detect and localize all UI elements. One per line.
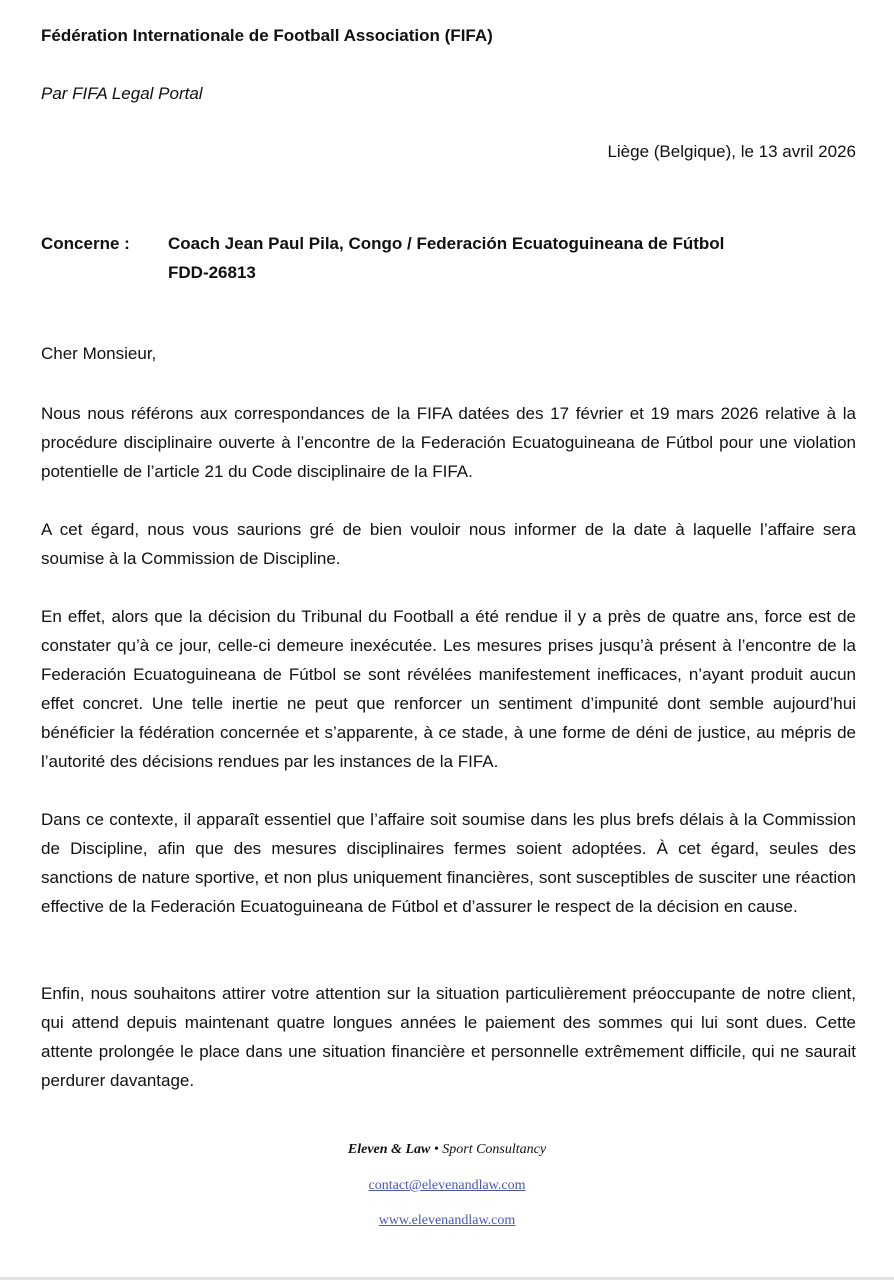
paragraph-client-situation: Enfin, nous souhaitons attirer votre attention sur la situation particulièrement préoccupante de notre client, qui attend depuis maintenant quatre longues années le paiement des sommes qui lui sont dues. Cette attente prolongée le place dans une situation financière et personnelle extrêmement difficile, qui ne saurait perdurer davantage. bbox=[41, 984, 856, 1090]
website-link[interactable]: www.elevenandlaw.com bbox=[378, 1213, 516, 1228]
paragraph-context: En effet, alors que la décision du Tribunal du Football a été rendue il y a près de quatre ans, force est de constater qu’à ce jour, celle-ci demeure inexécutée. Les mesures prises jusqu’à présent à l’encontre de la Federación Ecuatoguineana de Fútbol se sont révélées manifestement inefficaces, n’ayant produit aucun effet concret. Une telle inertie ne peut que renforcer un sentiment d’impunité dont semble aujourd’hui bénéficier la fédération concernée et s’apparente, à ce stade, à une forme de déni de justice, au mépris de l’autorité des décisions rendues par les instances de la FIFA. bbox=[41, 607, 856, 771]
paragraph-request: A cet égard, nous vous saurions gré de bien vouloir nous informer de la date à laquelle l’affaire sera soumise à la Commission de Discipline. bbox=[41, 520, 856, 568]
subject-parties: Coach Jean Paul Pila, Congo / Federación Ecuatoguineana de Fútbol bbox=[168, 234, 725, 253]
place-and-date: Liège (Belgique), le 13 avril 2026 bbox=[607, 142, 856, 161]
firm-tagline: Sport Consultancy bbox=[442, 1142, 547, 1157]
delivery-method: Par FIFA Legal Portal bbox=[41, 84, 203, 103]
recipient-name: Fédération Internationale de Football Association (FIFA) bbox=[41, 26, 493, 45]
email-link[interactable]: contact@elevenandlaw.com bbox=[368, 1178, 526, 1193]
separator-dot: • bbox=[433, 1142, 439, 1157]
case-reference: FDD-26813 bbox=[168, 263, 256, 282]
firm-name: Eleven & Law bbox=[347, 1142, 431, 1157]
letter-footer bbox=[0, 1142, 894, 1229]
firm-signature bbox=[0, 1142, 894, 1158]
subject-value bbox=[168, 229, 858, 287]
subject-label: Concerne : bbox=[41, 234, 130, 253]
paragraph-sanctions: Dans ce contexte, il apparaît essentiel que l’affaire soit soumise dans les plus brefs délais à la Commission de Discipline, afin que des mesures disciplinaires fermes soient adoptées. À cet égard, seules des sanctions de nature sportive, et non plus uniquement financières, sont susceptibles de susciter une réaction effective de la Federación Ecuatoguineana de Fútbol et d’assurer le respect de la décision en cause. bbox=[41, 810, 856, 916]
paragraph-references: Nous nous référons aux correspondances de la FIFA datées des 17 février et 19 mars 2026 relative à la procédure disciplinaire ouverte à l’encontre de la Federación Ecuatoguineana de Fútbol pour une violation potentielle de l’article 21 du Code disciplinaire de la FIFA. bbox=[41, 404, 856, 481]
salutation: Cher Monsieur, bbox=[41, 344, 157, 363]
